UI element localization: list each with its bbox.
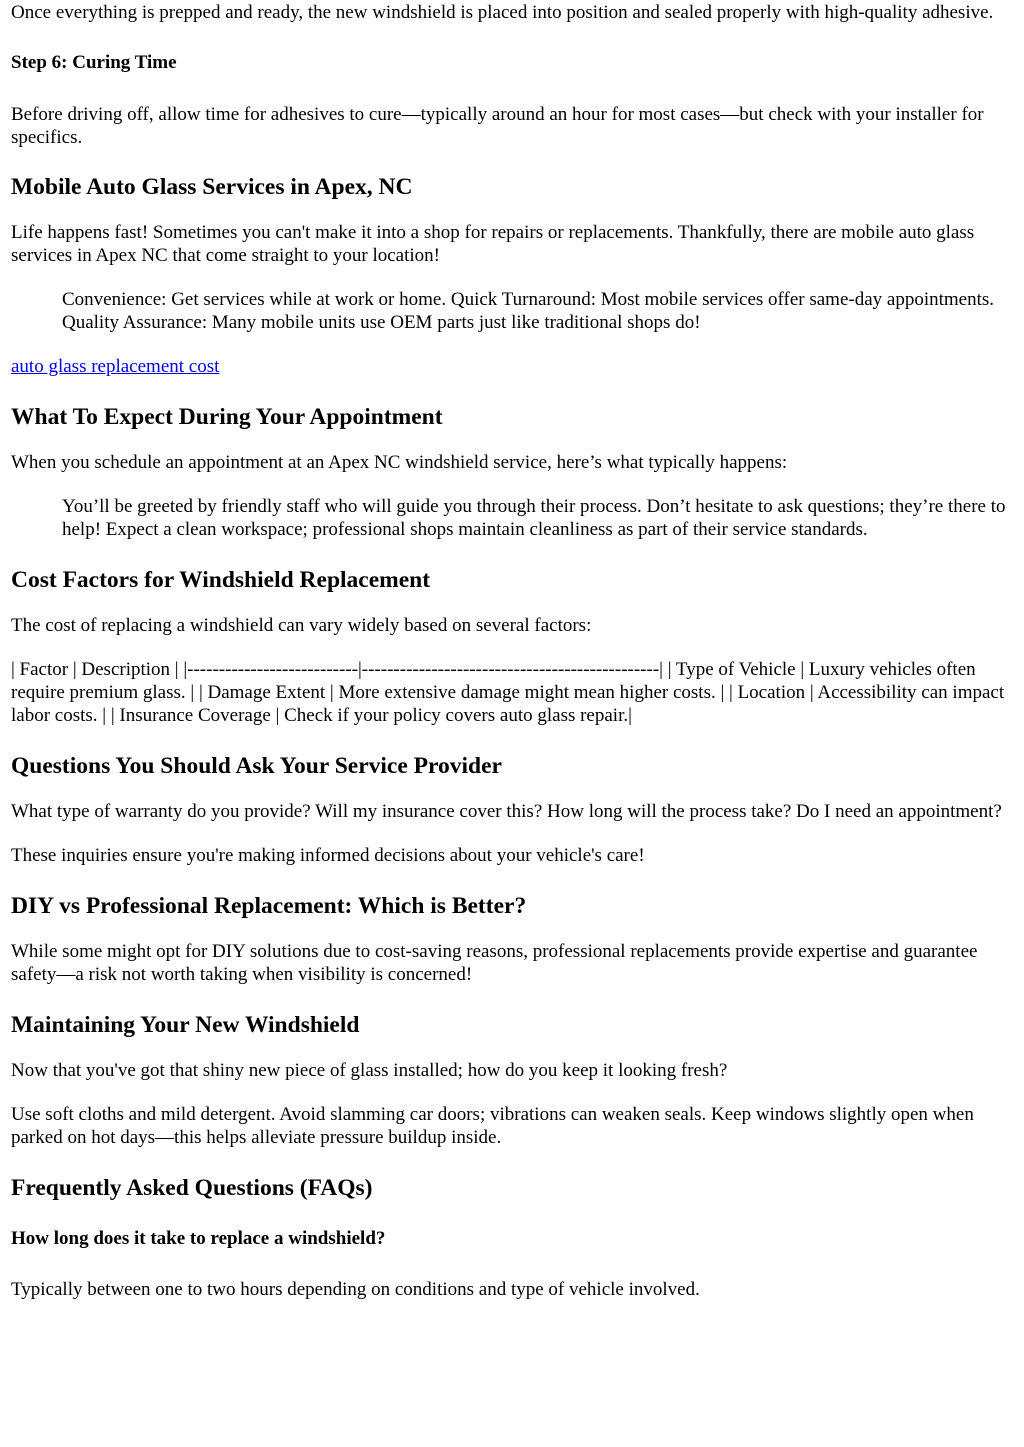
auto-glass-cost-link[interactable]: auto glass replacement cost (11, 356, 220, 377)
maintain-tips: Use soft cloths and mild detergent. Avoid slamming car doors; vibrations can weaken seals. Keep windows slightly open when parked on hot days—this helps alleviate pressure buildup inside. (11, 1104, 974, 1148)
maintain-paragraph: Now that you've got that shiny new piece of glass installed; how do you keep it looking fresh? (11, 1060, 728, 1081)
mobile-paragraph: Life happens fast! Sometimes you can't make it into a shop for repairs or replacements. Thankfully, there are mobile auto glass services in Apex NC that come straight to your location! (11, 222, 975, 266)
cost-table-text: | Factor | Description | |---------------------------|-----------------------------------------------| | Type of Vehicle | Luxury vehicles often require premium glass. | | Damage Extent | More extensive damage might mean higher costs. | | Location | Accessibility can impact labor costs. | | Insurance Coverage | Check if your policy covers auto glass repair.| (11, 659, 1005, 726)
expect-quote: You’ll be greeted by friendly staff who will guide you through their process. Don’t hesitate to ask questions; they’re there to help! Expect a clean workspace; professional shops maintain cleanliness as part of their service standards. (62, 496, 1006, 540)
diy-heading: DIY vs Professional Replacement: Which is Better? (11, 893, 527, 919)
diy-paragraph: While some might opt for DIY solutions due to cost-saving reasons, professional replacements provide expertise and guarantee safety—a risk not worth taking when visibility is concerned! (11, 941, 978, 985)
mobile-quote: Convenience: Get services while at work or home. Quick Turnaround: Most mobile services offer same-day appointments. Quality Assurance: Many mobile units use OEM parts just like traditional shops do! (62, 289, 995, 333)
faq-answer-1: Typically between one to two hours depending on conditions and type of vehicle involved. (11, 1279, 700, 1300)
intro-paragraph: Once everything is prepped and ready, the new windshield is placed into position and sealed properly with high-quality adhesive. (11, 2, 994, 23)
step6-heading: Step 6: Curing Time (11, 52, 177, 73)
questions-followup: These inquiries ensure you're making informed decisions about your vehicle's care! (11, 845, 645, 866)
step6-paragraph: Before driving off, allow time for adhesives to cure—typically around an hour for most cases—but check with your installer for specifics. (11, 104, 984, 148)
cost-paragraph: The cost of replacing a windshield can vary widely based on several factors: (11, 615, 592, 636)
mobile-heading: Mobile Auto Glass Services in Apex, NC (11, 174, 413, 200)
faq-question-1: How long does it take to replace a windshield? (11, 1228, 386, 1249)
questions-paragraph: What type of warranty do you provide? Will my insurance cover this? How long will the process take? Do I need an appointment? (11, 801, 1002, 822)
faq-heading: Frequently Asked Questions (FAQs) (11, 1175, 373, 1201)
expect-paragraph: When you schedule an appointment at an Apex NC windshield service, here’s what typically happens: (11, 452, 788, 473)
maintain-heading: Maintaining Your New Windshield (11, 1012, 360, 1038)
cost-heading: Cost Factors for Windshield Replacement (11, 567, 431, 593)
article-body (0, 1, 1024, 1301)
link-paragraph (11, 355, 1014, 378)
expect-heading: What To Expect During Your Appointment (11, 404, 443, 430)
questions-heading: Questions You Should Ask Your Service Provider (11, 753, 502, 779)
